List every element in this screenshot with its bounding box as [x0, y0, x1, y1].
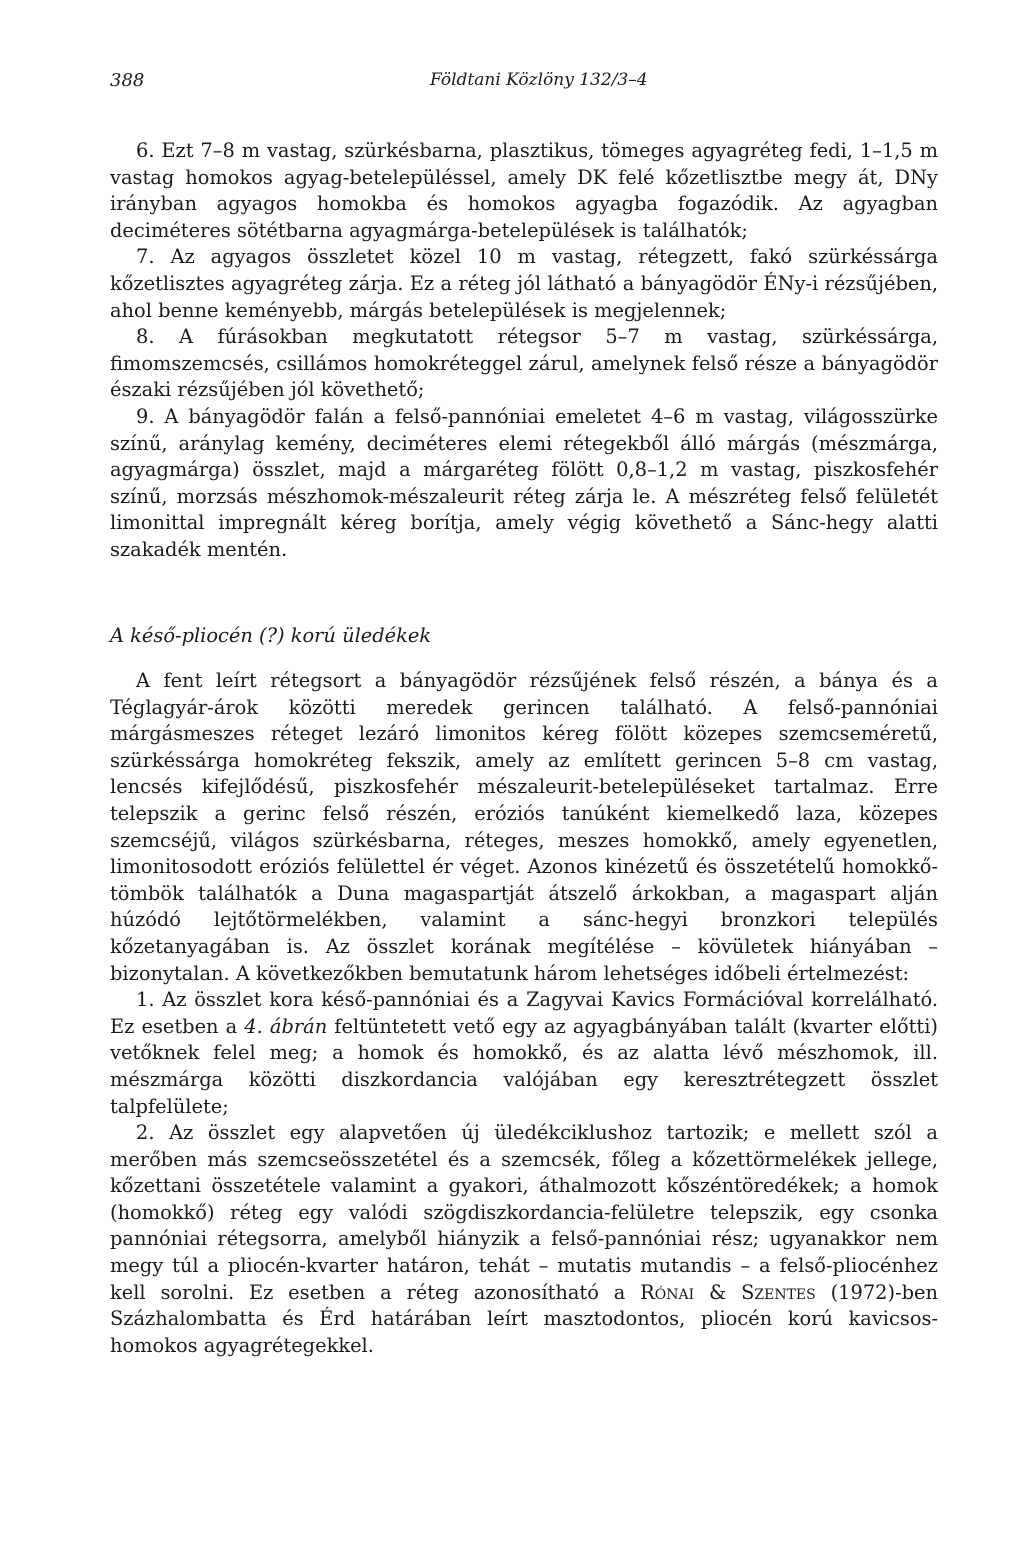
paragraph-interpretation-2 — [110, 1120, 938, 1359]
paragraph-item-9: 9. A bányagödör falán a felső-pannóniai emeletet 4–6 m vastag, világosszürke színű, aránylag kemény, deciméteres elemi rétegekből álló márgás (mészmárga, agyagmárga) összlet, majd a márgaréteg fölött 0,8–1,2 m vastag, piszkosfehér színű, morzsás mészhomok-mészaleurit réteg zárja le. A mészréteg felső felületét limonittal impregnált kéreg borítja, amely végig követhető a Sánc-hegy alatti szakadék mentén. — [110, 404, 938, 561]
author-name: Rónai — [640, 1280, 695, 1304]
text-run: (1972)-ben Százhalombatta és Érd határában leírt masztodontos, pliocén korú kavicsos-homokos agyagrétegekkel. — [110, 1280, 938, 1357]
journal-title: Földtani Közlöny 132/3–4 — [430, 70, 648, 90]
author-name: Szentes — [741, 1280, 816, 1304]
text-run: 2. Az összlet egy alapvetően új üledékciklushoz tartozik; e mellett szól a merőben más szemcseösszetétel és a szemcsék, főleg a kőzettörmelékek jellege, kőzettani összetétele valamint a gyakori, áthalmozott kőszéntöredékek; a homok (homokkő) réteg egy valódi szögdiszkordancia-felületre telepszik, egy csonka pannóniai rétegsorra, amelyből hiányzik a felső-pannóniai rész; ugyanakkor nem megy túl a pliocén-kvarter határon, tehát – mutatis mutandis – a felső-pliocénhez kell sorolni. Ez esetben a réteg azonosítható a — [110, 1121, 938, 1304]
text-run: feltüntetett vető egy az agyagbányában talált (kvarter előtti) vetőknek felel meg; a homok és homokkő, és az alatta lévő mészhomok, ill. mészmárga közötti diszkordancia valójában egy keresztrétegzett összlet talpfelülete; — [110, 1014, 938, 1118]
section-heading: A késő-pliocén (?) korú üledékek — [110, 624, 432, 647]
paragraph-item-8: 8. A fúrásokban megkutatott rétegsor 5–7 m vastag, szürkéssárga, fimomszemcsés, csillámos homokréteggel zárul, amelynek felső része a bányagödör északi rézsűjében jól követhető; — [110, 325, 938, 402]
paragraph-interpretation-1 — [110, 987, 938, 1120]
page-number: 388 — [110, 70, 145, 91]
body-text-lower — [110, 668, 938, 1359]
paragraph-intro: A fent leírt rétegsort a bányagödör rézsűjének felső részén, a bánya és a Téglagyár-árok közötti meredek gerincen található. A felső-pannóniai márgásmeszes réteget lezáró limonitos kéreg fölött közepes szemcseméretű, szürkéssárga homokréteg fekszik, amely az említett gerincen 5–8 cm vastag, lencsés kifejlődésű, piszkosfehér mészaleurit-betelepüléseket tartalmaz. Erre telepszik a gerinc felső részén, eróziós tanúként kiemelkedő laza, közepes szemcséjű, világos szürkésbarna, réteges, meszes homokkő, amely egyenetlen, limonitosodott eróziós felülettel ér véget. Azonos kinézetű és összetételű homokkő-tömbök találhatók a Duna magaspartját átszelő árkokban, a magaspart alján húzódó lejtőtörmelékben, valamint a sánc-hegyi bronzkori település kőzetanyagában is. Az összlet korának megítélése – kövületek hiányában – bizonytalan. A következőkben bemutatunk három lehetséges időbeli értelmezést: — [110, 669, 938, 985]
text-run: & — [694, 1280, 742, 1304]
figure-reference: 4. ábrán — [244, 1014, 328, 1038]
paragraph-item-6: 6. Ezt 7–8 m vastag, szürkésbarna, plasztikus, tömeges agyagréteg fedi, 1–1,5 m vastag homokos agyag-betelepüléssel, amely DK felé kőzetlisztbe megy át, DNy irányban agyagos homokba és homokos agyagba fogazódik. Az agyagban deciméteres sötétbarna agyagmárga-betelepülések is találhatók; — [110, 139, 938, 242]
body-text-upper — [110, 138, 938, 564]
paragraph-item-7: 7. Az agyagos összletet közel 10 m vastag, rétegzett, fakó szürkéssárga kőzetlisztes agyagréteg zárja. Ez a réteg jól látható a bányagödör ÉNy-i rézsűjében, ahol benne keményebb, márgás betelepülések is megjelennek; — [110, 245, 938, 322]
text-run: 1. Az összlet kora késő-pannóniai és a Zagyvai Kavics Formációval korrelálható. Ez esetben a — [110, 988, 938, 1038]
